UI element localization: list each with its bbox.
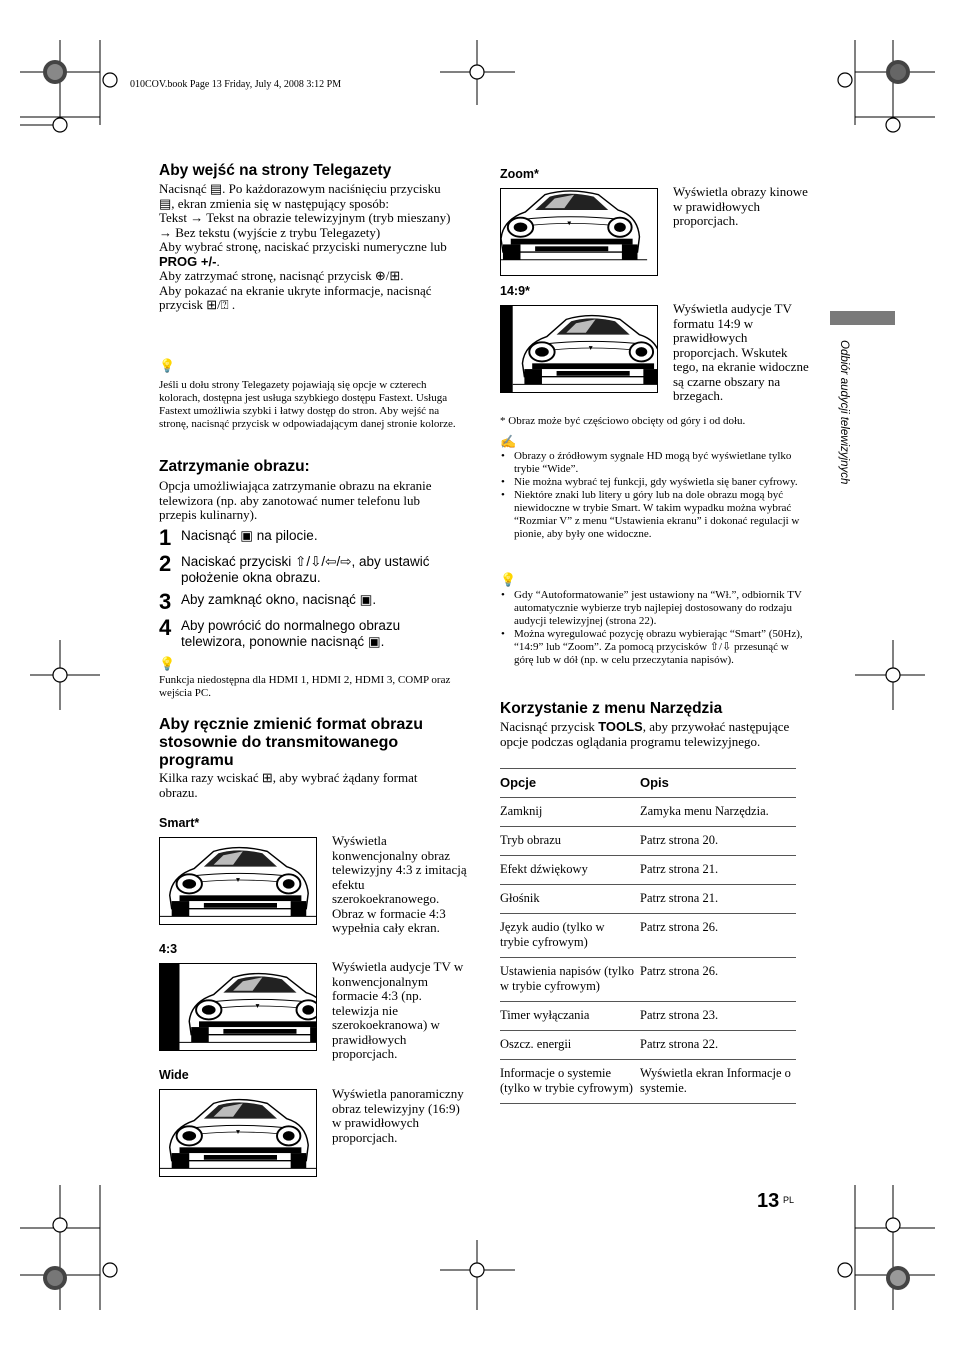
note-item: • Obrazy o źródłowym sygnale HD mogą być wyświetlane tylko trybie “Wide”. <box>514 450 810 476</box>
cell-option: Tryb obrazu <box>500 833 561 847</box>
table-row <box>500 958 796 1002</box>
table-row <box>500 1002 796 1031</box>
table-row <box>500 1031 796 1060</box>
cell-desc: Patrz strona 23. <box>640 1008 719 1022</box>
mode-label-149: 14:9* <box>500 284 530 298</box>
freeze-step <box>159 589 459 614</box>
step-number: 1 <box>159 525 172 550</box>
step-text: Aby zamknąć okno, nacisnąć ▣. <box>181 592 377 607</box>
mode-desc-wide: Wyświetla panoramiczny obraz telewizyjny (16:9) w prawidłowych proporcjach. <box>332 1086 464 1145</box>
cell-desc: Patrz strona 20. <box>640 833 719 847</box>
cell-desc: Zamyka menu Narzędzia. <box>640 804 769 818</box>
tools-intro-end: , aby przywołać następujące opcje podczas oglądania programu telewizyjnego. <box>500 719 790 749</box>
cell-option: Informacje o systemie (tylko w trybie cyfrowym) <box>500 1066 633 1095</box>
step-text: Aby powrócić do normalnego obrazu telewizora, ponownie nacisnąć ▣. <box>181 618 401 649</box>
mode-label-zoom: Zoom* <box>500 167 539 181</box>
format-tips <box>500 589 810 667</box>
note-icon: ✍ <box>500 434 517 449</box>
note-item: • Niektóre znaki lub litery u góry lub na dole obrazu mogą być niewidoczne w trybie Smart. W takim wypadku można wybrać “Rozmiar V” z menu “Ustawienia ekranu” i dokonać regulacji w pionie, aby były one widoczne. <box>514 489 810 541</box>
cell-option: Ustawienia napisów (tylko w trybie cyfrowym) <box>500 964 635 993</box>
tools-button-label: TOOLS <box>598 719 643 734</box>
note-item: • Nie można wybrać tej funkcji, gdy wyświetla się baner cyfrowy. <box>514 476 810 489</box>
table-header-row <box>500 769 796 798</box>
step-text: Naciskać przyciski ⇧/⇩/⇦/⇨, aby ustawić położenie okna obrazu. <box>181 554 430 585</box>
tip-icon: 💡 <box>159 656 176 671</box>
tip-item: • Można wyregulować pozycję obrazu wybierając “Smart” (50Hz), “14:9” lub “Zoom”. Za pomocą przycisków ⇧/⇩ przesunąć w górę lub w dół (np. w celu przeczytania napisów). <box>514 628 810 667</box>
freeze-tip: Funkcja niedostępna dla HDMI 1, HDMI 2, HDMI 3, COMP oraz wejścia PC. <box>159 674 451 699</box>
cell-desc: Patrz strona 21. <box>640 891 719 905</box>
page-number: 13 <box>757 1190 780 1212</box>
teletext-heading: Aby wejść na strony Telegazety <box>159 162 392 179</box>
format-intro: Kilka razy wciskać ⊞, aby wybrać żądany format obrazu. <box>159 770 418 800</box>
mode-label-wide: Wide <box>159 1068 189 1082</box>
tools-table <box>500 768 796 1104</box>
step-number: 2 <box>159 551 172 576</box>
tools-intro <box>500 720 796 749</box>
freeze-intro: Opcja umożliwiająca zatrzymanie obrazu na ekranie telewizora (np. aby zanotować numer telefonu lub przepis kulinarny). <box>159 478 432 522</box>
car-image-wide <box>159 1089 317 1177</box>
mode-desc-43: Wyświetla audycje TV w konwencjonalnym formacie 4:3 (np. telewizja nie szerokoekranowa) w prawidłowych proporcjach. <box>332 959 464 1061</box>
table-row <box>500 885 796 914</box>
tip-icon: 💡 <box>500 572 517 587</box>
freeze-step <box>159 615 459 650</box>
cell-desc: Patrz strona 26. <box>640 920 719 934</box>
format-footnote: * Obraz może być częściowo obcięty od góry i od dołu. <box>500 415 746 427</box>
tip-icon: 💡 <box>159 358 176 373</box>
freeze-step <box>159 525 459 550</box>
cell-desc: Patrz strona 21. <box>640 862 719 876</box>
cell-option: Głośnik <box>500 891 540 905</box>
cell-option: Efekt dźwiękowy <box>500 862 588 876</box>
file-header: 010COV.book Page 13 Friday, July 4, 2008 3:12 PM <box>130 79 342 90</box>
freeze-step <box>159 551 459 586</box>
car-image-149 <box>500 305 658 393</box>
teletext-p1: Nacisnąć ▤. Po każdorazowym naciśnięciu przycisku ▤, ekran zmienia się w następujący sposób: <box>159 181 441 211</box>
table-row <box>500 1060 796 1104</box>
step-number: 4 <box>159 615 172 640</box>
prog-label: PROG +/- <box>159 253 217 269</box>
col-header-description: Opis <box>640 775 669 790</box>
teletext-body <box>159 182 457 313</box>
cell-desc: Patrz strona 26. <box>640 964 719 978</box>
cell-option: Zamknij <box>500 804 543 818</box>
teletext-p3-text: Aby wybrać stronę, naciskać przyciski numeryczne lub <box>159 239 447 254</box>
tools-intro-text: Nacisnąć przycisk <box>500 719 599 734</box>
col-header-options: Opcje <box>500 775 537 790</box>
side-section-label: Odbiór audycji telewizyjnych <box>838 340 850 485</box>
teletext-p3 <box>159 240 457 269</box>
cell-option: Oszcz. energii <box>500 1037 572 1051</box>
car-image-zoom <box>500 188 658 276</box>
car-image-43 <box>159 963 317 1051</box>
tip-item: • Gdy “Autoformatowanie” jest ustawiony na “Wł.”, odbiornik TV automatycznie wybierze tryb najlepiej dostosowany do rodzaju audycji telewizyjnej (strona 22). <box>514 589 810 628</box>
table-row <box>500 856 796 885</box>
format-heading: Aby ręcznie zmienić format obrazu stosownie do transmitowanego programu <box>159 716 424 769</box>
mode-label-43: 4:3 <box>159 942 178 956</box>
teletext-p3-end: . <box>216 253 220 269</box>
teletext-p5: Aby pokazać na ekranie ukryte informacje, nacisnąć przycisk ⊞/⍰ . <box>159 282 432 312</box>
cell-option: Język audio (tylko w trybie cyfrowym) <box>500 920 605 949</box>
teletext-tip: Jeśli u dołu strony Telegazety pojawiają się opcje w czterech kolorach, dostępna jest usługa szybkiego dostępu Fastext. Usługa Fastext umożliwia szybki i łatwy dostęp do stron. Aby wejść na stronę, nacisnąć przycisk w odpowiadającym danej stronie kolorze. <box>159 379 456 430</box>
section-tab <box>830 311 895 325</box>
table-row <box>500 914 796 958</box>
mode-desc-149: Wyświetla audycje TV formatu 14:9 w prawidłowych proporcjach. Wskutek tego, na ekranie widoczne są czarne obszary na brzegach. <box>673 301 809 403</box>
page-lang: PL <box>783 1195 795 1205</box>
table-row <box>500 827 796 856</box>
cell-option: Timer wyłączania <box>500 1008 590 1022</box>
car-image-smart <box>159 837 317 925</box>
teletext-p2: Tekst → Tekst na obrazie telewizyjnym (tryb mieszany) → Bez tekstu (wyjście z trybu Telegazety) <box>159 210 451 240</box>
freeze-steps <box>159 525 459 650</box>
teletext-p4: Aby zatrzymać stronę, nacisnąć przycisk ⊕/⊞. <box>159 268 404 283</box>
tools-heading: Korzystanie z menu Narzędzia <box>500 700 723 717</box>
freeze-heading: Zatrzymanie obrazu: <box>159 458 310 475</box>
cell-desc: Patrz strona 22. <box>640 1037 719 1051</box>
step-text: Nacisnąć ▣ na pilocie. <box>181 528 318 543</box>
format-notes <box>500 450 810 541</box>
mode-desc-smart: Wyświetla konwencjonalny obraz telewizyjny 4:3 z imitacją efektu szerokoekranowego. Obraz w formacie 4:3 wypełnia cały ekran. <box>332 833 467 935</box>
mode-desc-zoom: Wyświetla obrazy kinowe w prawidłowych proporcjach. <box>673 184 808 228</box>
table-row <box>500 798 796 827</box>
cell-desc: Wyświetla ekran Informacje o systemie. <box>640 1066 791 1095</box>
mode-label-smart: Smart* <box>159 816 200 830</box>
step-number: 3 <box>159 589 172 614</box>
